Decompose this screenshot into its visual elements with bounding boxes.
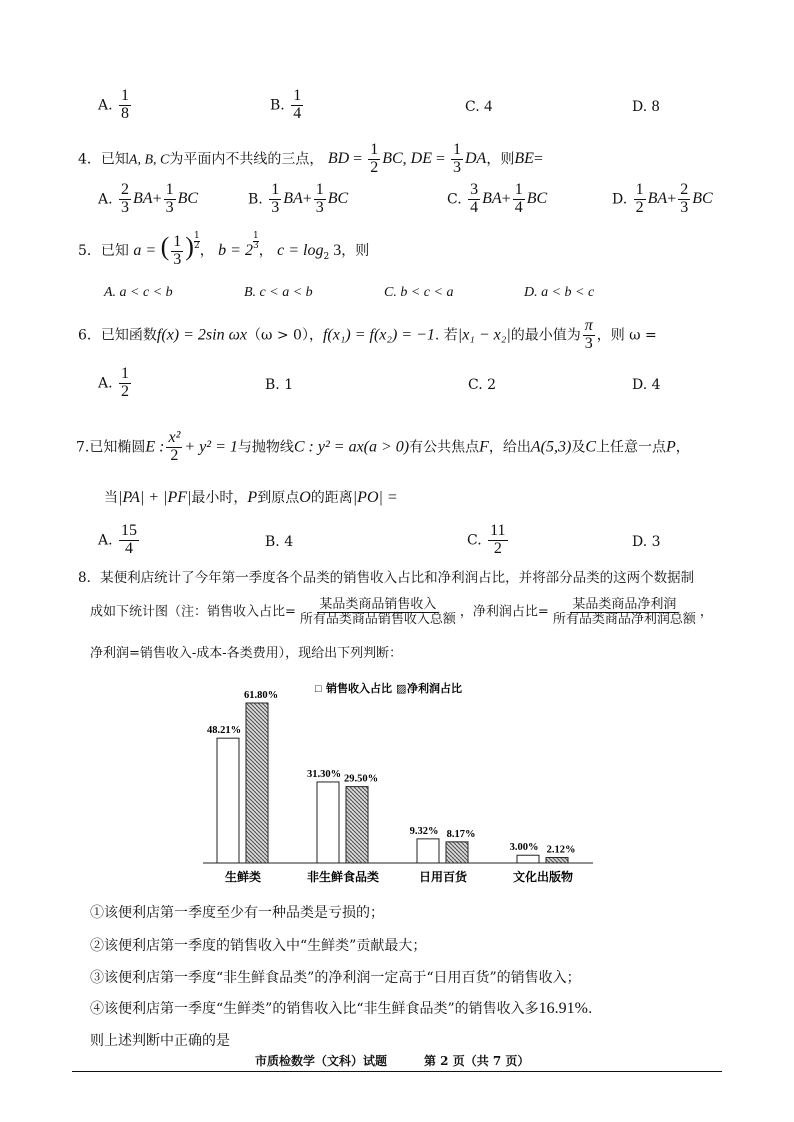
fraction: $\frac{1}{3}$ bbox=[453, 141, 461, 176]
category-label: 非生鲜食品类 bbox=[306, 870, 380, 884]
question-prompt: 则上述判断中正确的是 bbox=[90, 1033, 230, 1049]
q6-option-d: D. 4 bbox=[632, 377, 661, 393]
statement-1: ①该便利店第一季度至少有一种品类是亏损的； bbox=[90, 905, 384, 921]
q6-option-c: C. 2 bbox=[468, 377, 497, 393]
fraction: $\frac{1}{2}$ bbox=[370, 141, 379, 176]
chart-legend bbox=[315, 681, 462, 695]
bar-profit-3 bbox=[446, 842, 468, 863]
q4-option-a: A. $\frac{2}{3}$ BA+ $\frac{1}{3}$ BC bbox=[98, 181, 199, 216]
option-label: B. bbox=[270, 97, 285, 114]
fraction: $\frac{1}{3}$ bbox=[271, 181, 280, 216]
bar-profit-1 bbox=[246, 703, 268, 863]
footer-divider bbox=[72, 1071, 722, 1072]
category-label: 文化出版物 bbox=[512, 870, 574, 884]
data-label: 8.17% bbox=[446, 828, 476, 840]
q3-option-d: D. 8 bbox=[632, 98, 660, 115]
q7-option-d: D. 3 bbox=[632, 534, 661, 550]
q5-option-b: B. c < a < b bbox=[244, 285, 313, 300]
category-label: 生鲜类 bbox=[224, 870, 262, 884]
vector-bd: BD bbox=[327, 150, 350, 168]
q3-option-c: C. 4 bbox=[465, 98, 493, 115]
q6-option-a: A. $\frac{1}{2}$ bbox=[98, 365, 130, 400]
q5-option-d: D. a < b < c bbox=[524, 285, 595, 300]
legend-symbol-1: □ bbox=[315, 683, 322, 695]
data-label: 61.80% bbox=[243, 690, 279, 701]
fraction: $\frac{\text{某品类商品销售收入}}{\text{所有品类商品销售收入总额}}$ bbox=[299, 597, 456, 627]
statement-3: ③该便利店第一季度“非生鲜食品类”的净利润一定高于“日用百货”的销售收入； bbox=[90, 970, 581, 986]
q3-option-b bbox=[270, 88, 305, 123]
q7-option-c: C. $\frac{11}{2}$ bbox=[467, 522, 506, 557]
bar-sales-2 bbox=[317, 782, 339, 863]
category-label: 日用百货 bbox=[418, 870, 468, 884]
q4-stem: 4．已知A, B, C为平面内不共线的三点， BD = $\frac{1}{2}$ BC, DE = $\frac{1}{3}$ DA，则BE= bbox=[78, 141, 543, 176]
fraction: $\frac{3}{4}$ bbox=[470, 181, 479, 216]
fraction: $\frac{1}{2}$ bbox=[121, 365, 130, 400]
data-label: 48.21% bbox=[206, 725, 242, 737]
fraction: $\frac{\text{某品类商品净利润}}{\text{所有品类商品净利润总额}}$ bbox=[552, 597, 696, 627]
fraction: $\frac{15}{4}$ bbox=[121, 522, 138, 557]
q4-option-c: C. $\frac{3}{4}$ BA+ $\frac{1}{4}$ BC bbox=[447, 181, 548, 216]
q8-line1: 8．某便利店统计了今年第一季度各个品类的销售收入占比和净利润占比，并将部分品类的这两个数据制 bbox=[78, 570, 695, 586]
fraction: $\frac{1}{3}$ bbox=[315, 181, 324, 216]
legend-entry-2: 净利润占比 bbox=[407, 683, 462, 695]
statement-2: ②该便利店第一季度的销售收入中“生鲜类”贡献最大； bbox=[90, 938, 427, 954]
fraction: $\frac{\text{x²}}{2}$ bbox=[168, 429, 181, 464]
bar-chart bbox=[195, 676, 615, 886]
q7-stem-line1: 7.已知椭圆E : $\frac{\text{x²}}{2}$ + y² = 1与抛物线C : y² = ax(a > 0)有公共焦点F，给出A(5,3)及C上任意一点P， bbox=[76, 429, 690, 464]
fraction: $\frac{1}{2}$ bbox=[635, 181, 644, 216]
q7-option-b: B. 4 bbox=[265, 534, 294, 550]
bar-profit-4 bbox=[546, 858, 568, 863]
fraction: $\frac{11}{2}$ bbox=[490, 522, 506, 557]
q4-option-b: B. $\frac{1}{3}$ BA+ $\frac{1}{3}$ BC bbox=[248, 181, 349, 216]
q8-line2: 成如下统计图（注：销售收入占比= $\frac{\text{某品类商品销售收入}}{\text{所有品类商品销售收入总额}}$ ，净利润占比= $\frac{\text{某品类商品净利润}}{\text{所有品类商品净利润总额}}$ ， bbox=[90, 597, 713, 627]
q4-option-d: D. $\frac{1}{2}$ BA+ $\frac{2}{3}$ BC bbox=[612, 181, 713, 216]
q6-stem: 6．已知函数f(x) = 2sin ωx（ω > 0），f(x₁) = f(x₂) = −1. 若|x₁ − x₂|的最小值为 $\frac{\pi}{3}$ ，则 ω = bbox=[78, 317, 657, 352]
legend-entry-1: 销售收入占比 bbox=[326, 683, 392, 695]
q5-option-c: C. b < c < a bbox=[384, 285, 454, 300]
q5-stem: 5．已知 a = ( $\frac{1}{3}$ ) $^{\frac{1}{2}}$ ， b = 2 $^{\frac{1}{3}}$ ， $c = \log_2 3$，则 bbox=[78, 231, 370, 268]
fraction: $\frac{2}{3}$ bbox=[680, 181, 689, 216]
fraction: $\frac{\pi}{3}$ bbox=[584, 317, 593, 352]
option-label: A. bbox=[98, 97, 113, 114]
bar-sales-4 bbox=[517, 855, 539, 863]
data-label: 2.12% bbox=[546, 844, 576, 856]
fraction: $\frac{1}{8}$ bbox=[121, 87, 130, 122]
q5-option-a: A. a < c < b bbox=[104, 285, 173, 300]
q7-stem-line2: 当|PA| + |PF|最小时，P到原点O的距离|PO| = bbox=[104, 489, 398, 506]
bar-profit-2 bbox=[346, 787, 368, 863]
data-label: 3.00% bbox=[509, 842, 539, 854]
q6-option-b: B. 1 bbox=[265, 377, 294, 393]
q3-option-a bbox=[98, 88, 133, 123]
footer-title: 市质检数学（文科）试题 bbox=[255, 1054, 388, 1068]
q7-option-a: A. $\frac{15}{4}$ bbox=[98, 522, 138, 557]
data-label: 9.32% bbox=[409, 825, 439, 837]
fraction: $\frac{2}{3}$ bbox=[121, 181, 130, 216]
q8-line3: 净利润=销售收入-成本-各类费用），现给出下列判断： bbox=[90, 646, 403, 661]
data-label: 29.50% bbox=[343, 773, 379, 785]
footer-page: 第 2 页（共 7 页） bbox=[424, 1054, 530, 1068]
bar-sales-3 bbox=[417, 839, 439, 863]
statement-4: ④该便利店第一季度“生鲜类”的销售收入比“非生鲜食品类”的销售收入多16.91%. bbox=[90, 1000, 593, 1017]
fraction: $\frac{1}{4}$ bbox=[293, 87, 302, 122]
fraction: $\frac{1}{4}$ bbox=[514, 181, 523, 216]
legend-symbol-2: ▨ bbox=[396, 683, 407, 695]
bar-sales-1 bbox=[217, 738, 239, 863]
fraction: $\frac{1}{3}$ bbox=[173, 232, 182, 268]
data-label: 31.30% bbox=[306, 768, 342, 780]
fraction: $\frac{1}{3}$ bbox=[165, 181, 174, 216]
